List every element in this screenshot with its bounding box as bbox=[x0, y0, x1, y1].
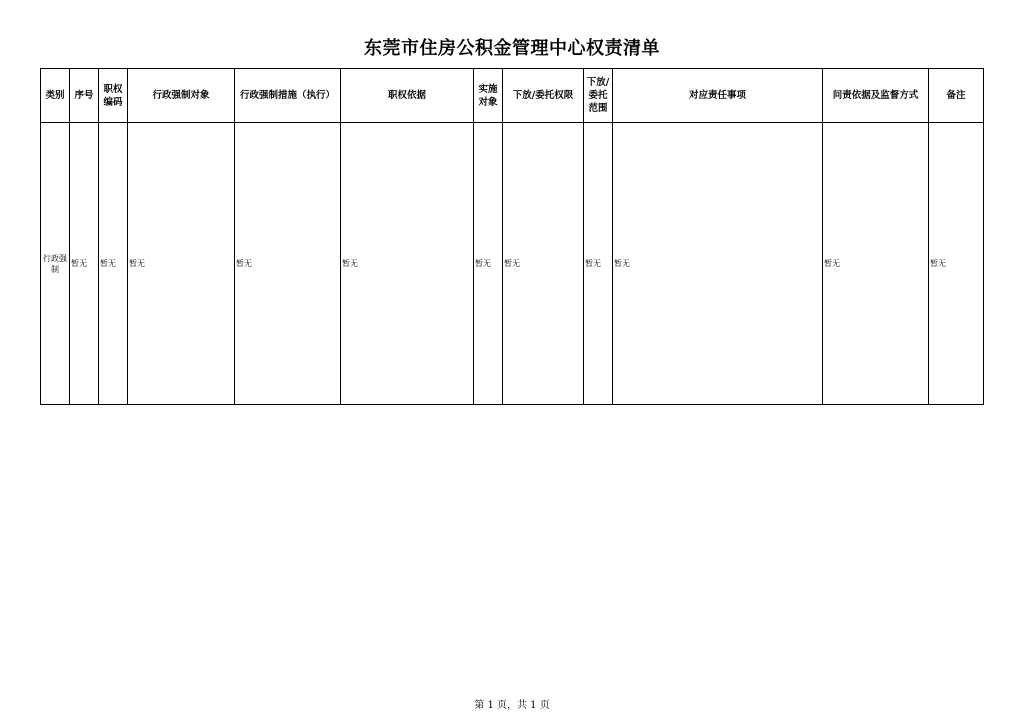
header-remarks: 备注 bbox=[929, 69, 984, 123]
page-title: 东莞市住房公积金管理中心权责清单 bbox=[364, 38, 660, 59]
cell-remarks: 暂无 bbox=[929, 123, 984, 405]
header-seq: 序号 bbox=[70, 69, 99, 123]
header-target: 实施对象 bbox=[474, 69, 503, 123]
header-category: 类别 bbox=[41, 69, 70, 123]
header-duty: 对应责任事项 bbox=[613, 69, 823, 123]
cell-target: 暂无 bbox=[474, 123, 503, 405]
header-code: 职权编码 bbox=[99, 69, 128, 123]
cell-duty: 暂无 bbox=[613, 123, 823, 405]
header-basis: 职权依据 bbox=[341, 69, 474, 123]
cell-delegation: 暂无 bbox=[503, 123, 584, 405]
cell-object: 暂无 bbox=[128, 123, 235, 405]
table-header-row bbox=[41, 69, 984, 123]
cell-code: 暂无 bbox=[99, 123, 128, 405]
cell-seq: 暂无 bbox=[70, 123, 99, 405]
header-accountability: 问责依据及监督方式 bbox=[823, 69, 929, 123]
cell-scope: 暂无 bbox=[584, 123, 613, 405]
cell-measure: 暂无 bbox=[235, 123, 341, 405]
header-object: 行政强制对象 bbox=[128, 69, 235, 123]
header-delegation: 下放/委托权限 bbox=[503, 69, 584, 123]
duty-list-table bbox=[40, 68, 984, 405]
header-scope: 下放/委托范围 bbox=[584, 69, 613, 123]
table-row bbox=[41, 123, 984, 405]
page-footer: 第 1 页，共 1 页 bbox=[474, 700, 550, 711]
cell-basis: 暂无 bbox=[341, 123, 474, 405]
header-measure: 行政强制措施（执行） bbox=[235, 69, 341, 123]
cell-category: 行政强制 bbox=[41, 123, 70, 405]
cell-accountability: 暂无 bbox=[823, 123, 929, 405]
